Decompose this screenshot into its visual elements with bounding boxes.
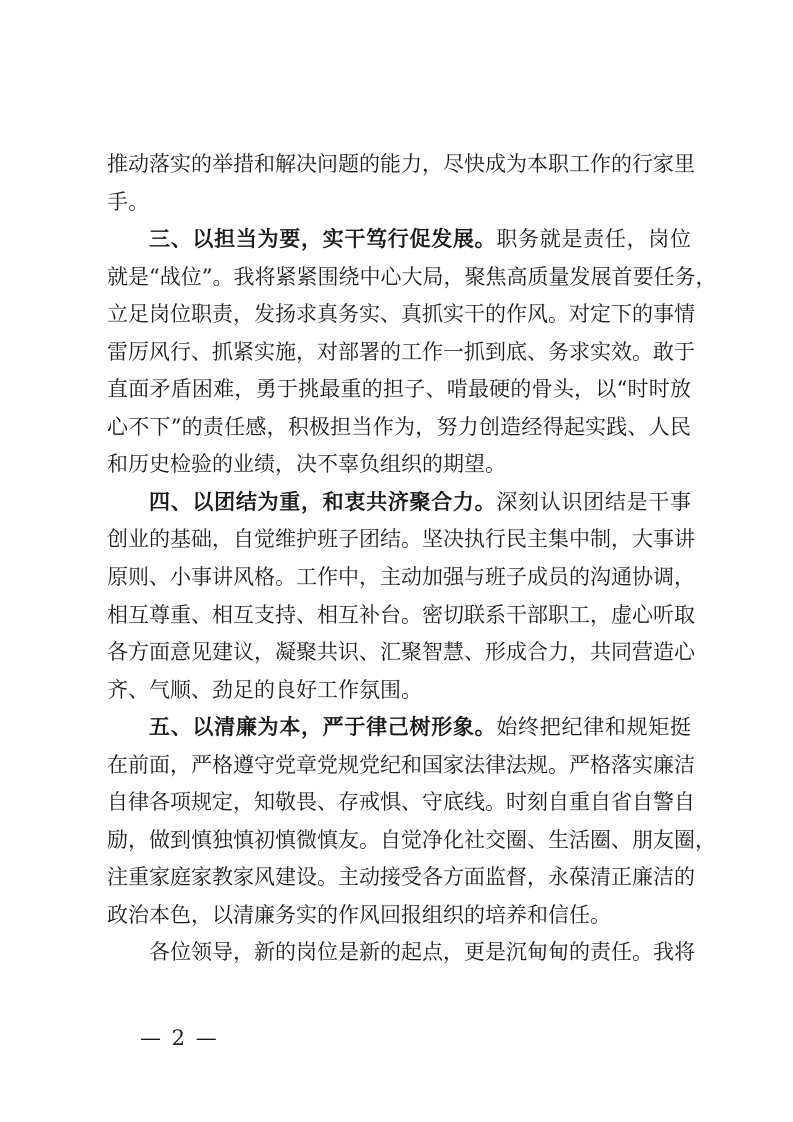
text-line: 相互尊重、相互支持、相互补台。密切联系干部职工，虚心听取 <box>107 602 695 627</box>
text-line: 心不下”的责任感，积极担当作为，努力创造经得起实践、人民 <box>107 414 691 439</box>
text-line: 和历史检验的业绩，决不辜负组织的期望。 <box>107 452 506 477</box>
section-3-first-line-text: 职务就是责任，岗位 <box>496 227 692 252</box>
section-heading-3: 三、以担当为要，实干笃行促发展。 <box>149 227 497 252</box>
section-4-first-line <box>107 484 691 522</box>
text-line: 推动落实的举措和解决问题的能力，尽快成为本职工作的行家里 <box>107 152 695 176</box>
text-line: 注重家庭家教家风建设。主动接受各方面监督，永葆清正廉洁的 <box>107 865 695 890</box>
text-line: 立足岗位职责，发扬求真务实、真抓实干的作风。对定下的事情 <box>107 302 695 327</box>
section-heading-4: 四、以团结为重，和衷共济聚合力。 <box>149 489 497 514</box>
text-line: 各方面意见建议，凝聚共识、汇聚智慧、形成合力，共同营造心 <box>107 640 695 665</box>
text-line: 政治本色，以清廉务实的作风回报组织的培养和信任。 <box>107 902 611 927</box>
section-heading-5: 五、以清廉为本，严于律己树形象。 <box>149 715 497 740</box>
text-line: 原则、小事讲风格。工作中，主动加强与班子成员的沟通协调， <box>107 565 695 590</box>
section-5-first-line <box>107 709 691 747</box>
text-line: 雷厉风行、抓紧实施，对部署的工作一抓到底、务求实效。敢于 <box>107 339 695 364</box>
text-line: 就是“战位”。我将紧紧围绕中心大局，聚焦高质量发展首要任务， <box>107 264 717 289</box>
text-line: 自律各项规定，知敬畏、存戒惧、守底线。时刻自重自省自警自 <box>107 790 695 815</box>
section-3-first-line <box>107 221 691 259</box>
closing-first-line: 各位领导，新的岗位是新的起点，更是沉甸甸的责任。我将 <box>149 940 695 965</box>
section-5-first-line-text: 始终把纪律和规矩挺 <box>496 715 692 740</box>
text-line: 直面矛盾困难，勇于挑最重的担子、啃最硬的骨头，以“时时放 <box>107 377 691 402</box>
text-line: 在前面，严格遵守党章党规党纪和国家法律法规。严格落实廉洁 <box>107 752 695 777</box>
body-text <box>107 146 717 972</box>
page-number: — 2 — <box>140 1026 219 1050</box>
text-line: 齐、气顺、劲足的良好工作氛围。 <box>107 677 422 702</box>
text-line: 手。 <box>107 189 149 214</box>
text-line: 创业的基础，自觉维护班子团结。坚决执行民主集中制，大事讲 <box>107 527 695 552</box>
section-4-first-line-text: 深刻认识团结是干事 <box>496 489 692 514</box>
text-line: 励，做到慎独慎初慎微慎友。自觉净化社交圈、生活圈、朋友圈， <box>107 827 716 852</box>
